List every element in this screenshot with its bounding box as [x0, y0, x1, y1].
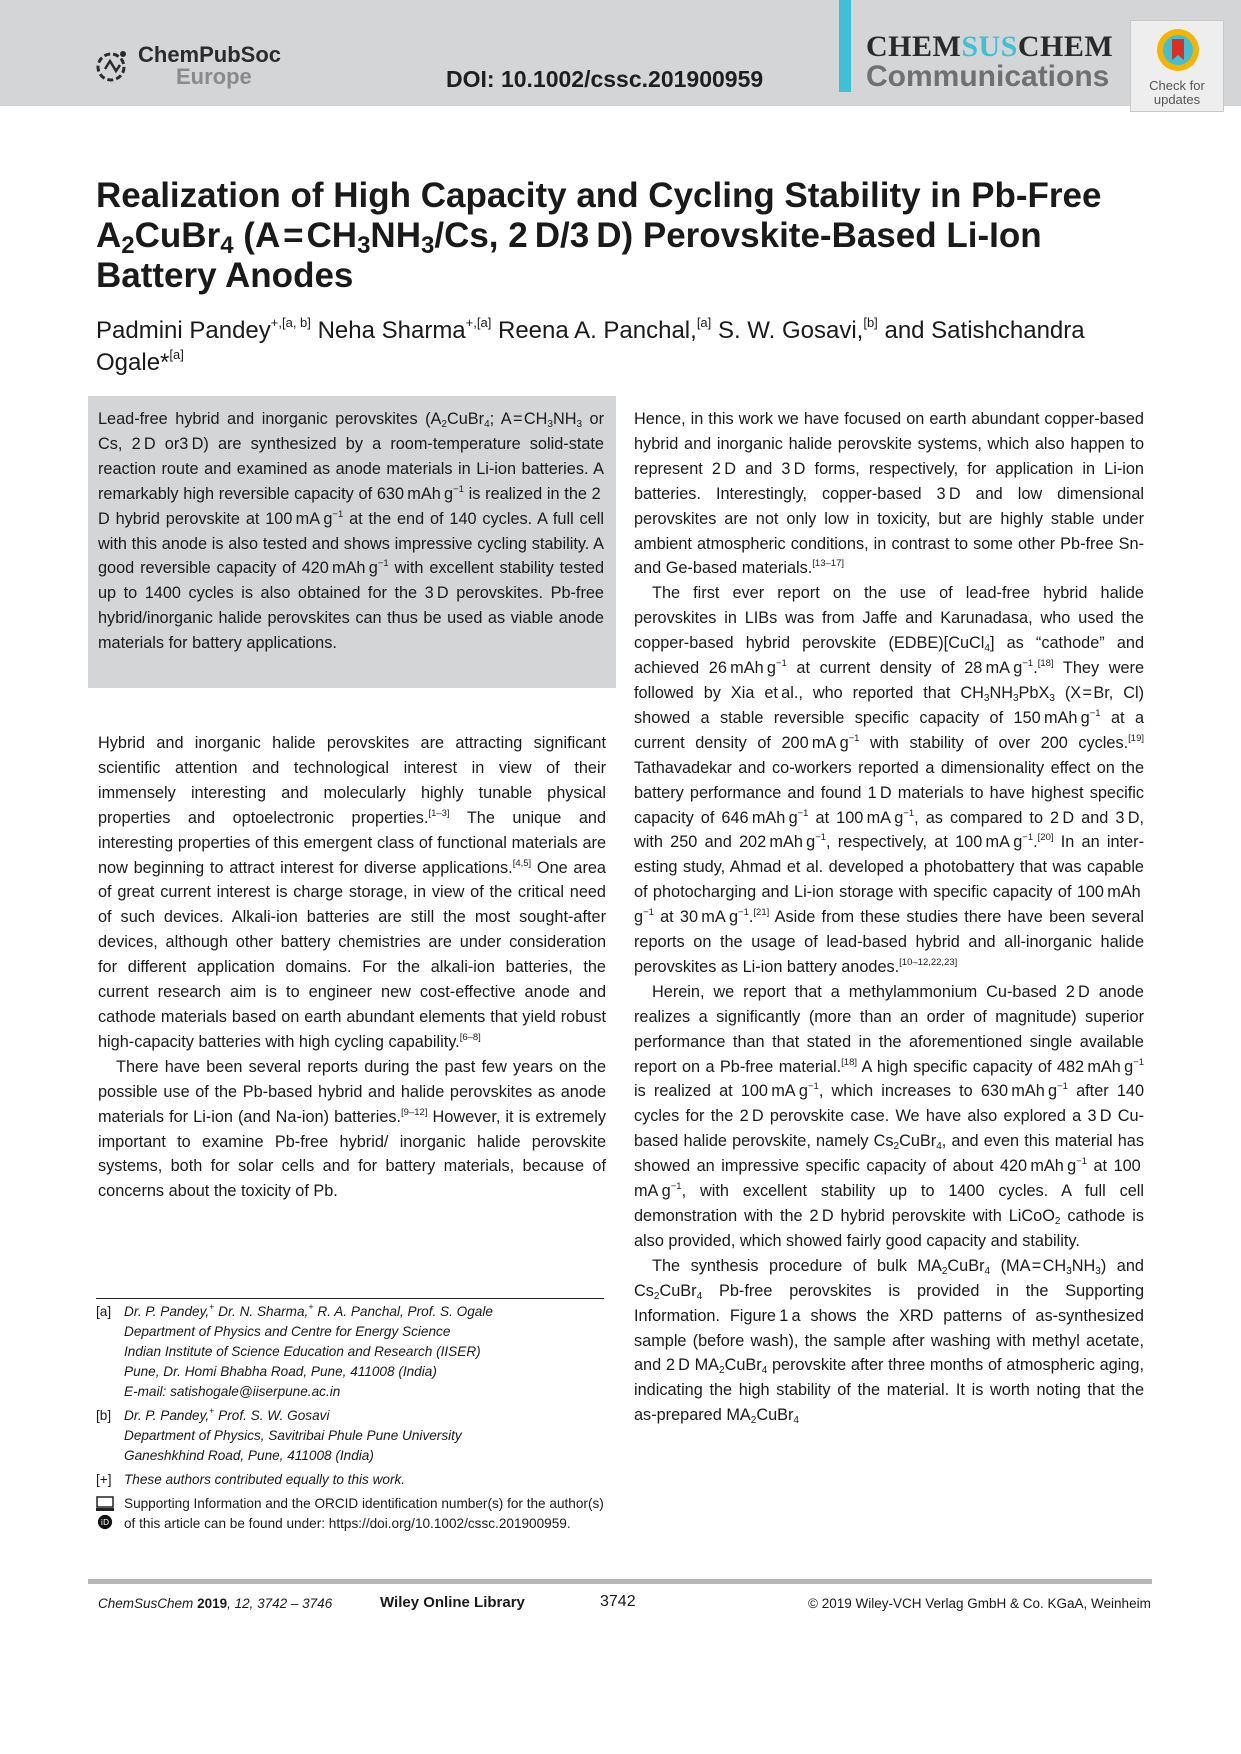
supporting-information-icon: [96, 1496, 114, 1512]
footnote-a: [96, 1302, 606, 1402]
journal-name-part1: CHEM: [866, 30, 962, 63]
check-for-updates-line2: updates: [1153, 92, 1201, 107]
article-type: Communications: [866, 60, 1110, 93]
journal-accent-bar: [839, 0, 851, 92]
footnote-label: [a]: [96, 1304, 112, 1319]
body-paragraph: There have been several reports during the past few years on the possible use of the Pb-based hybrid and halide perovskites as anode materials for Li-ion (and Na-ion) batteries.[9–12] However, it is extremely important to examine Pb-free hybrid/ inorganic halide perovskite systems, both for solar cells and for battery materials, because of concerns about the toxicity of Pb.: [98, 1057, 606, 1201]
publisher-name: ChemPubSoc: [138, 42, 282, 67]
journal-name-part2: SUS: [961, 30, 1018, 63]
svg-text:iD: iD: [100, 1518, 110, 1528]
footnote-b: [96, 1406, 606, 1466]
body-paragraph: The first ever report on the use of lead-free hybrid halide perovskites in LIBs was from Jaffe and Karunadasa, who used the copper-based hybrid perovskite (EDBE)[CuCl$_4$] as “cathode” and achieved 26 mAh $g^{-1}$ at current density of 28 mA $g^{-1}.[18]$ They were followed by Xia et al., who reported that $CH_3NH_3PbX_3$ (X = Br, Cl) showed a stable reversible specific capacity of 150 mAh $g^{-1}$ at a current density of 200 mA $g^{-1}$ with stability of over 200 cycles.[19] Tathavadekar and co-workers reported a dimensionality effect on the battery performance and found 1 D materials to have highest specific capacity of 646 mAh $g^{-1}$ at 100 mA $g^{-1}$, as compared to 2 D and 3 D, with 250 and 202 mAh $g^{-1}$, respectively, at 100 mA $g^{-1}.[20]$ In an interesting study, Ahmad et al. developed a photobattery that was capable of photocharging and Li-ion storage with specific capacity of 100 mAh $g^{-1}$ at 30 mA $g^{-1}.[21]$ Aside from these studies there have been several reports on the usage of lead-based hybrid and all-inorganic halide perovskites as Li-ion battery anodes.[10–12,22,23]: [634, 584, 1145, 976]
supporting-information-note: [96, 1494, 606, 1534]
publisher-logo[interactable]: [96, 44, 281, 88]
publisher-region: Europe: [176, 64, 252, 89]
supporting-information-link[interactable]: https://doi.org/10.1002/cssc.201900959.: [328, 1516, 571, 1531]
orcid-icon: [96, 1514, 114, 1530]
footer-year: 2019: [197, 1596, 228, 1611]
check-for-updates-badge[interactable]: [1130, 20, 1224, 112]
supporting-information-text: Supporting Information and the ORCID identification number(s) for the author(s) of this article can be found under:: [124, 1496, 604, 1531]
abstract-paragraph: Lead-free hybrid and inorganic perovskites ($A_2CuBr_4$; A = $CH_3NH_3$ or Cs, 2 D or3 D) are synthesized by a room-temperature solid-state reaction route and examined as anode materials in Li-ion batteries. A remarkably high reversible capacity of 630 mAh $g^{-1}$ is realized in the 2 D hybrid perovskite at 100 mA $g^{-1}$ at the end of 140 cycles. A full cell with this anode is also tested and shows impressive cycling stability. A good reversible capacity of 420 mAh $g^{-1}$ with excellent stability tested up to 1400 cycles is also obtained for the 3 D perovskites. Pb-free hybrid/inorganic halide perovskites can thus be used as viable anode materials for battery applications.: [98, 410, 604, 653]
footnote-body: Dr. P. Pandey,+ Dr. N. Sharma,+ R. A. Panchal, Prof. S. Ogale Department of Physics and Centre for Energy Science Indian Institute of Science Education and Research (IISER) Pune, Dr. Homi Bhabha Road, Pune, 411008 (India) E-mail: satishogale@iiserpune.ac.in: [124, 1302, 493, 1399]
footer-volume-pages: , 12, 3742 – 3746: [227, 1596, 333, 1611]
footer-divider: [88, 1579, 1152, 1584]
footnote-label: [+]: [96, 1472, 112, 1487]
check-for-updates-line1: Check for: [1149, 78, 1205, 93]
footnote-body: These authors contributed equally to this work.: [124, 1472, 406, 1487]
chempubsoc-logo-icon: [96, 47, 130, 85]
body-paragraph: Hybrid and inorganic halide perovskites are attracting significant scientific attention and technological interest in view of their immensely interesting and molecularly highly tunable physical properties and optoelectronic properties.[1–3] The unique and interesting properties of this emergent class of functional materials are now beginning to attract interest for diverse applications.[4,5] One area of great current interest is charge storage, in view of the critical need of such devices. Alkali-ion batteries are still the most sought-after devices, although other battery chemistries are under consideration for different application domains. For the alkali-ion batteries, the current research aim is to engineer new cost-effective anode and cathode materials based on earth abundant elements that yield robust high-capacity batteries with high cycling capability.[6–8]: [98, 734, 606, 1051]
footer-journal: ChemSusChem: [98, 1596, 194, 1611]
footnote-divider: [96, 1298, 604, 1299]
affiliation-footnotes: [96, 1302, 606, 1538]
doi-label[interactable]: DOI: 10.1002/cssc.201900959: [446, 66, 764, 92]
abstract-text: [98, 407, 604, 656]
article-title: Realization of High Capacity and Cycling Stability in Pb-Free $A_2CuBr_4$ (A = $CH_3NH_3/Cs$, 2 D/3 D) Perovskite-Based Li-Ion Battery Anodes: [96, 176, 1102, 295]
footnote-label: [b]: [96, 1408, 112, 1423]
page-number: 3742: [600, 1593, 636, 1610]
copyright-notice: © 2019 Wiley-VCH Verlag GmbH & Co. KGaA, Weinheim: [808, 1596, 1151, 1611]
footnote-equal-contribution: [96, 1470, 606, 1490]
check-for-updates-icon: [1155, 27, 1201, 73]
journal-name: [866, 30, 1113, 64]
body-paragraph: Hence, in this work we have focused on earth abundant copper-based hybrid and inorganic halide perovskite systems, which also happen to represent 2 D and 3 D forms, respectively, for application in Li-ion batteries. Interestingly, copper-based 3 D and low dimensional perovskites are not only low in toxicity, but are highly stable under ambient atmospheric conditions, in contrast to some other Pb-free Sn- and Ge-based materials.[13–17]: [634, 410, 1144, 578]
right-column: [634, 407, 1144, 1428]
author-list: Padmini Pandey$^{+,[a, b]}$ Neha Sharma$^{+,[a]}$ Reena A. Panchal,[a] S. W. Gosavi,[b] and Satishchandra Ogale*[a]: [96, 315, 1085, 376]
body-paragraph: Herein, we report that a methylammonium Cu-based 2 D anode realizes a significantly (more than an order of magnitude) superior performance than that stated in the aforementioned single available report on a Pb-free material.[18] A high specific capacity of 482 mAh $g^{-1}$ is realized at 100 mA $g^{-1}$, which increases to 630 mAh $g^{-1}$ after 140 cycles for the 2 D perovskite case. We have also explored a 3 D Cu-based halide perovskite, namely $Cs_2CuBr_4$, and even this material has showed an impressive specific capacity of about 420 mAh $g^{-1}$ at 100 mA $g^{-1}$, with excellent stability up to 1400 cycles. A full cell demonstration with the 2 D hybrid perovskite with LiCoO$_2$ cathode is also provided, which showed fairly good capacity and stability.: [634, 982, 1144, 1250]
wiley-online-library-link[interactable]: Wiley Online Library: [380, 1594, 525, 1611]
footnote-body: Dr. P. Pandey,+ Prof. S. W. Gosavi Department of Physics, Savitribai Phule Pune University Ganeshkhind Road, Pune, 411008 (India): [124, 1406, 462, 1463]
footer-citation: [98, 1596, 332, 1611]
journal-name-part3: CHEM: [1017, 30, 1114, 63]
body-paragraph: The synthesis procedure of bulk $MA_2CuBr_4$ (MA = $CH_3NH_3$) and $Cs_2CuBr_4$ Pb-free perovskites is provided in the Supporting Information. Figure 1 a shows the XRD patterns of as-synthesized sample (before wash), the sample after washing with methyl acetate, and 2 D $MA_2CuBr_4$ perovskite after three months of atmospheric aging, indicating the high stability of the material. It is worth noting that the as-prepared $MA_2CuBr_4$: [634, 1256, 1144, 1427]
left-column: [98, 731, 606, 1204]
